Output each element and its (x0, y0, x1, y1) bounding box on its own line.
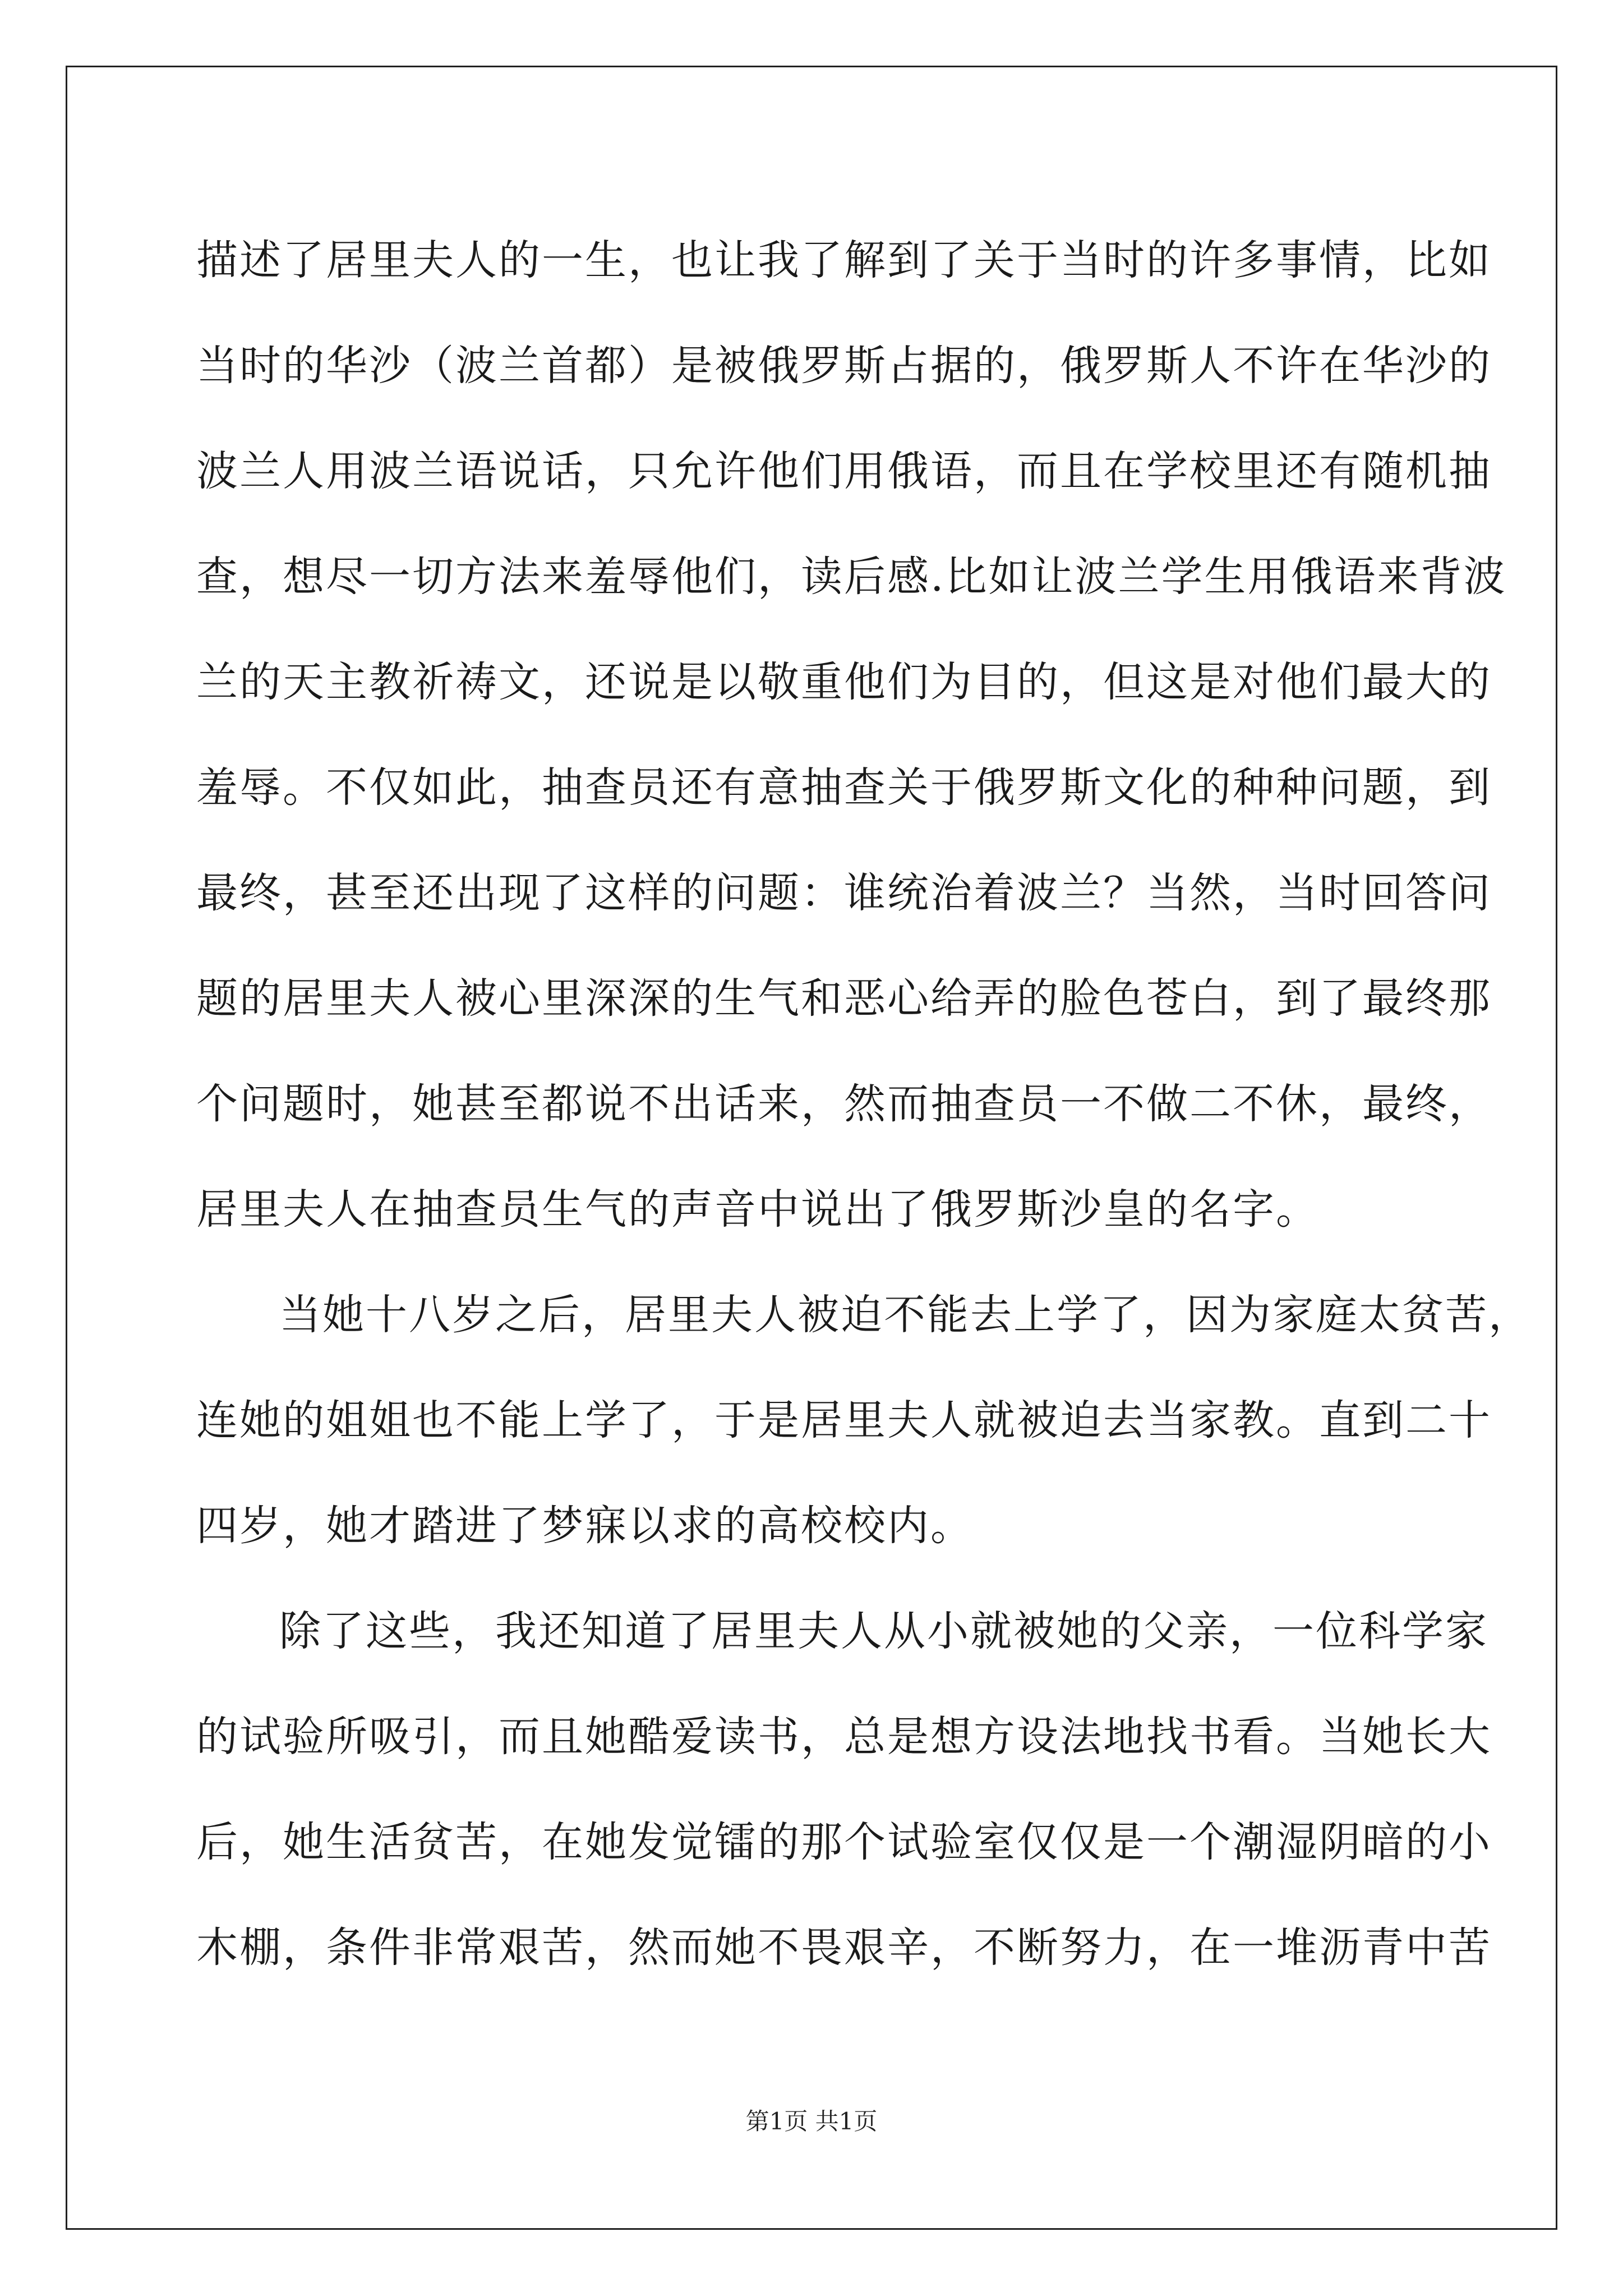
text-line: 描述了居里夫人的一生，也让我了解到了关于当时的许多事情，比如 (196, 236, 1492, 284)
text-line: 波兰人用波兰语说话，只允许他们用俄语，而且在学校里还有随机抽 (196, 447, 1492, 495)
text-line: 的试验所吸引，而且她酷爱读书，总是想方设法地找书看。当她长大 (196, 1713, 1492, 1761)
text-line: 兰的天主教祈祷文，还说是以敬重他们为目的，但这是对他们最大的 (196, 658, 1492, 706)
document-body (196, 208, 1532, 2000)
text-line: 居里夫人在抽查员生气的声音中说出了俄罗斯沙皇的名字。 (196, 1185, 1319, 1234)
paragraph-first-line: 除了这些，我还知道了居里夫人从小就被她的父亲，一位科学家 (279, 1607, 1488, 1655)
text-line: 当时的华沙（波兰首都）是被俄罗斯占据的，俄罗斯人不许在华沙的 (196, 342, 1492, 390)
text-line: 连她的姐姐也不能上学了，于是居里夫人就被迫去当家教。直到二十 (196, 1396, 1492, 1444)
text-line: 题的居里夫人被心里深深的生气和恶心给弄的脸色苍白，到了最终那 (196, 974, 1492, 1023)
text-line: 木棚，条件非常艰苦，然而她不畏艰辛，不断努力，在一堆沥青中苦 (196, 1924, 1492, 1972)
text-line: 后，她生活贫苦，在她发觉镭的那个试验室仅仅是一个潮湿阴暗的小 (196, 1818, 1492, 1866)
paragraph-first-line: 当她十八岁之后，居里夫人被迫不能去上学了，因为家庭太贫苦， (279, 1291, 1532, 1339)
text-line: 四岁，她才踏进了梦寐以求的高校校内。 (196, 1502, 974, 1550)
text-line: 最终，甚至还出现了这样的问题：谁统治着波兰？当然，当时回答问 (196, 869, 1492, 917)
page-number-footer: 第1页 共1页 (745, 2108, 878, 2135)
text-line: 个问题时，她甚至都说不出话来，然而抽查员一不做二不休，最终， (196, 1080, 1492, 1128)
text-line: 羞辱。不仅如此，抽查员还有意抽查关于俄罗斯文化的种种问题，到 (196, 763, 1492, 812)
text-line: 查，想尽一切方法来羞辱他们，读后感.比如让波兰学生用俄语来背波 (196, 553, 1507, 601)
